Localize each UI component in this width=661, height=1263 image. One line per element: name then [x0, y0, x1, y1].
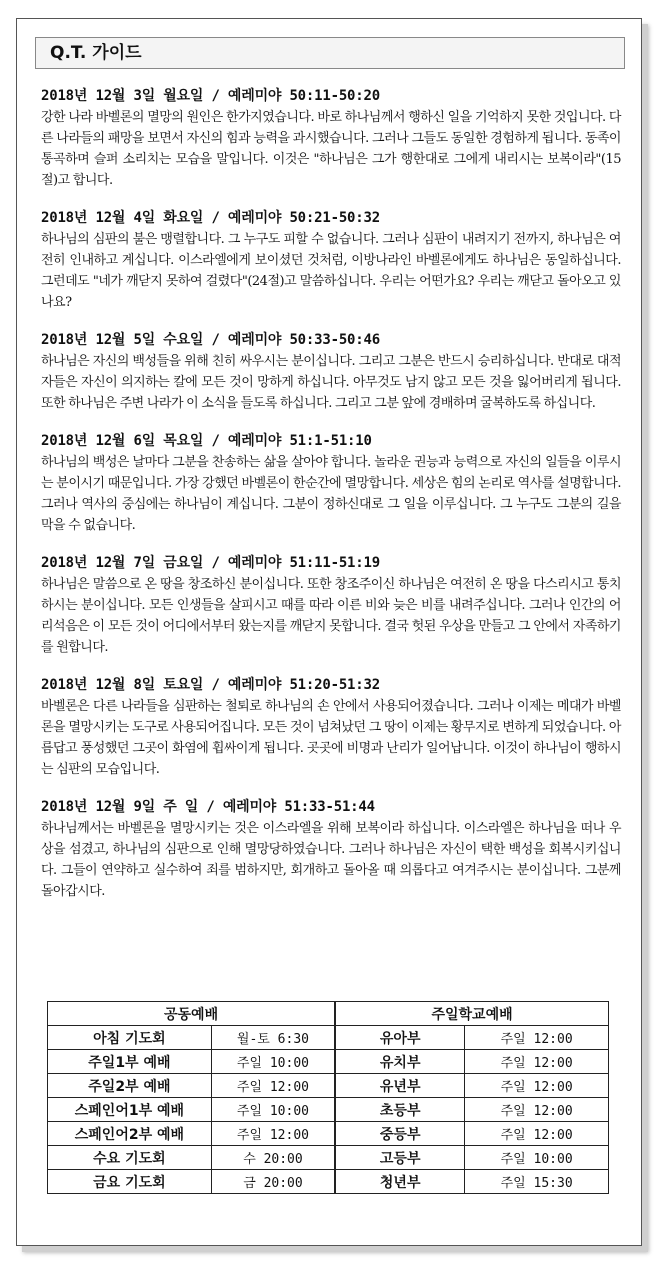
qt-entry: [41, 674, 621, 780]
service-name: 주일2부 예배: [48, 1074, 212, 1098]
entry-title: 2018년 12월 8일 토요일 / 예레미야 51:20-51:32: [41, 677, 380, 693]
service-name: 스페인어2부 예배: [48, 1122, 212, 1146]
department-time: 주일 15:30: [465, 1170, 609, 1194]
entry-body: 하나님은 말씀으로 온 땅을 창조하신 분이십니다. 또한 창조주이신 하나님은 여전히 온 땅을 다스리시고 통치하시는 분이십니다. 모든 인생들을 살피시고 때를 따라 이른 비와 늦은 비를 내려주십니다. 그러나 인간의 어리석음은 이 모든 것이 어디에서부터 왔는지를 깨닫지 못합니다. 결국 헛된 우상을 만들고 그 안에서 자족하기를 원합니다.: [41, 577, 621, 655]
table-row: [48, 1146, 609, 1170]
service-name: 스페인어1부 예배: [48, 1098, 212, 1122]
department-time: 주일 12:00: [465, 1122, 609, 1146]
qt-entry: [41, 329, 621, 414]
service-name: 아침 기도회: [48, 1026, 212, 1050]
table-header-row: [48, 1002, 609, 1026]
bulletin-page: [16, 18, 642, 1246]
department-time: 주일 12:00: [465, 1098, 609, 1122]
entry-title: 2018년 12월 4일 화요일 / 예레미야 50:21-50:32: [41, 210, 380, 226]
entry-title: 2018년 12월 9일 주 일 / 예레미야 51:33-51:44: [41, 799, 375, 815]
table-row: [48, 1050, 609, 1074]
entry-title: 2018년 12월 5일 수요일 / 예레미야 50:33-50:46: [41, 332, 380, 348]
table-row: [48, 1098, 609, 1122]
table-row: [48, 1170, 609, 1194]
qt-entry: [41, 796, 621, 902]
department-time: 주일 12:00: [465, 1074, 609, 1098]
worship-schedule-table: [47, 1001, 609, 1194]
qt-entries: [41, 85, 621, 918]
service-time: 주일 12:00: [211, 1074, 335, 1098]
department-name: 초등부: [335, 1098, 465, 1122]
department-name: 유년부: [335, 1074, 465, 1098]
common-worship-header: 공동예배: [48, 1002, 336, 1026]
table-row: [48, 1074, 609, 1098]
entry-title: 2018년 12월 6일 목요일 / 예레미야 51:1-51:10: [41, 433, 372, 449]
department-name: 고등부: [335, 1146, 465, 1170]
department-time: 주일 12:00: [465, 1050, 609, 1074]
service-time: 주일 10:00: [211, 1050, 335, 1074]
entry-title: 2018년 12월 3일 월요일 / 예레미야 50:11-50:20: [41, 88, 380, 104]
department-time: 주일 12:00: [465, 1026, 609, 1050]
service-time: 주일 12:00: [211, 1122, 335, 1146]
entry-body: 강한 나라 바벨론의 멸망의 원인은 한가지였습니다. 바로 하나님께서 행하신 일을 기억하지 못한 것입니다. 다른 나라들의 패망을 보면서 자신의 힘과 능력을 과시했습니다. 그러나 그들도 동일한 경험하게 됩니다. 동족이 통곡하며 슬퍼 소리치는 모습을 말입니다. 이것은 "하나님은 그가 행한대로 그에게 내리시는 보복이라"(15절)고 합니다.: [41, 110, 621, 188]
department-name: 중등부: [335, 1122, 465, 1146]
department-name: 청년부: [335, 1170, 465, 1194]
service-time: 월-토 6:30: [211, 1026, 335, 1050]
entry-body: 하나님은 자신의 백성들을 위해 친히 싸우시는 분이십니다. 그리고 그분은 반드시 승리하십니다. 반대로 대적 자들은 자신이 의지하는 칼에 모든 것이 망하게 하십니다. 아무것도 남지 않고 모든 것을 잃어버리게 됩니다. 또한 하나님은 주변 나라가 이 소식을 들도록 하십니다. 그리고 그분 앞에 경배하며 굴복하도록 하십니다.: [41, 354, 621, 411]
entry-body: 바벨론은 다른 나라들을 심판하는 철퇴로 하나님의 손 안에서 사용되어졌습니다. 그러나 이제는 메대가 바벨론을 멸망시키는 도구로 사용되어집니다. 모든 것이 넘쳐났던 그 땅이 이제는 황무지로 변하게 되었습니다. 아름답고 풍성했던 그곳이 화염에 휩싸이게 됩니다. 곳곳에 비명과 난리가 일어납니다. 이것이 하나님이 행하시는 심판의 모습입니다.: [41, 699, 621, 777]
entry-body: 하나님의 백성은 날마다 그분을 찬송하는 삶을 살아야 합니다. 놀라운 권능과 능력으로 자신의 일들을 이루시는 분이시기 때문입니다. 가장 강했던 바벨론이 한순간에 멸망합니다. 세상은 힘의 논리로 역사를 설명합니다. 그러나 역사의 중심에는 하나님이 계십니다. 그분이 정하신대로 그 일을 이루십니다. 그 누구도 그분의 길을 막을 수 없습니다.: [41, 455, 621, 533]
department-name: 유치부: [335, 1050, 465, 1074]
qt-entry: [41, 85, 621, 191]
service-time: 주일 10:00: [211, 1098, 335, 1122]
service-time: 금 20:00: [211, 1170, 335, 1194]
qt-entry: [41, 207, 621, 313]
service-time: 수 20:00: [211, 1146, 335, 1170]
sunday-school-header: 주일학교예배: [335, 1002, 608, 1026]
entry-body: 하나님의 심판의 불은 맹렬합니다. 그 누구도 피할 수 없습니다. 그러나 심판이 내려지기 전까지, 하나님은 여전히 인내하고 계십니다. 이스라엘에게 보이셨던 것처럼, 이방나라인 바벨론에게도 하나님은 동일하십니다. 그런데도 "네가 깨닫지 못하여 걸렸다"(24절)고 말씀하십니다. 우리는 어떤가요? 우리는 깨닫고 돌아오고 있나요?: [41, 232, 621, 310]
table-row: [48, 1122, 609, 1146]
qt-entry: [41, 430, 621, 536]
service-name: 주일1부 예배: [48, 1050, 212, 1074]
page-title: Q.T. 가이드: [35, 37, 625, 69]
entry-body: 하나님께서는 바벨론을 멸망시키는 것은 이스라엘을 위해 보복이라 하십니다. 이스라엘은 하나님을 떠나 우상을 섬겼고, 하나님의 심판으로 인해 멸망당하였습니다. 그러나 하나님은 자신이 택한 백성을 회복시키십니다. 그들이 연약하고 실수하여 죄를 범하지만, 회개하고 돌아올 때 의롭다고 여겨주시는 분이십니다. 그분께 돌아갑시다.: [41, 821, 621, 899]
service-name: 수요 기도회: [48, 1146, 212, 1170]
service-name: 금요 기도회: [48, 1170, 212, 1194]
department-time: 주일 10:00: [465, 1146, 609, 1170]
department-name: 유아부: [335, 1026, 465, 1050]
entry-title: 2018년 12월 7일 금요일 / 예레미야 51:11-51:19: [41, 555, 380, 571]
table-row: [48, 1026, 609, 1050]
qt-entry: [41, 552, 621, 658]
